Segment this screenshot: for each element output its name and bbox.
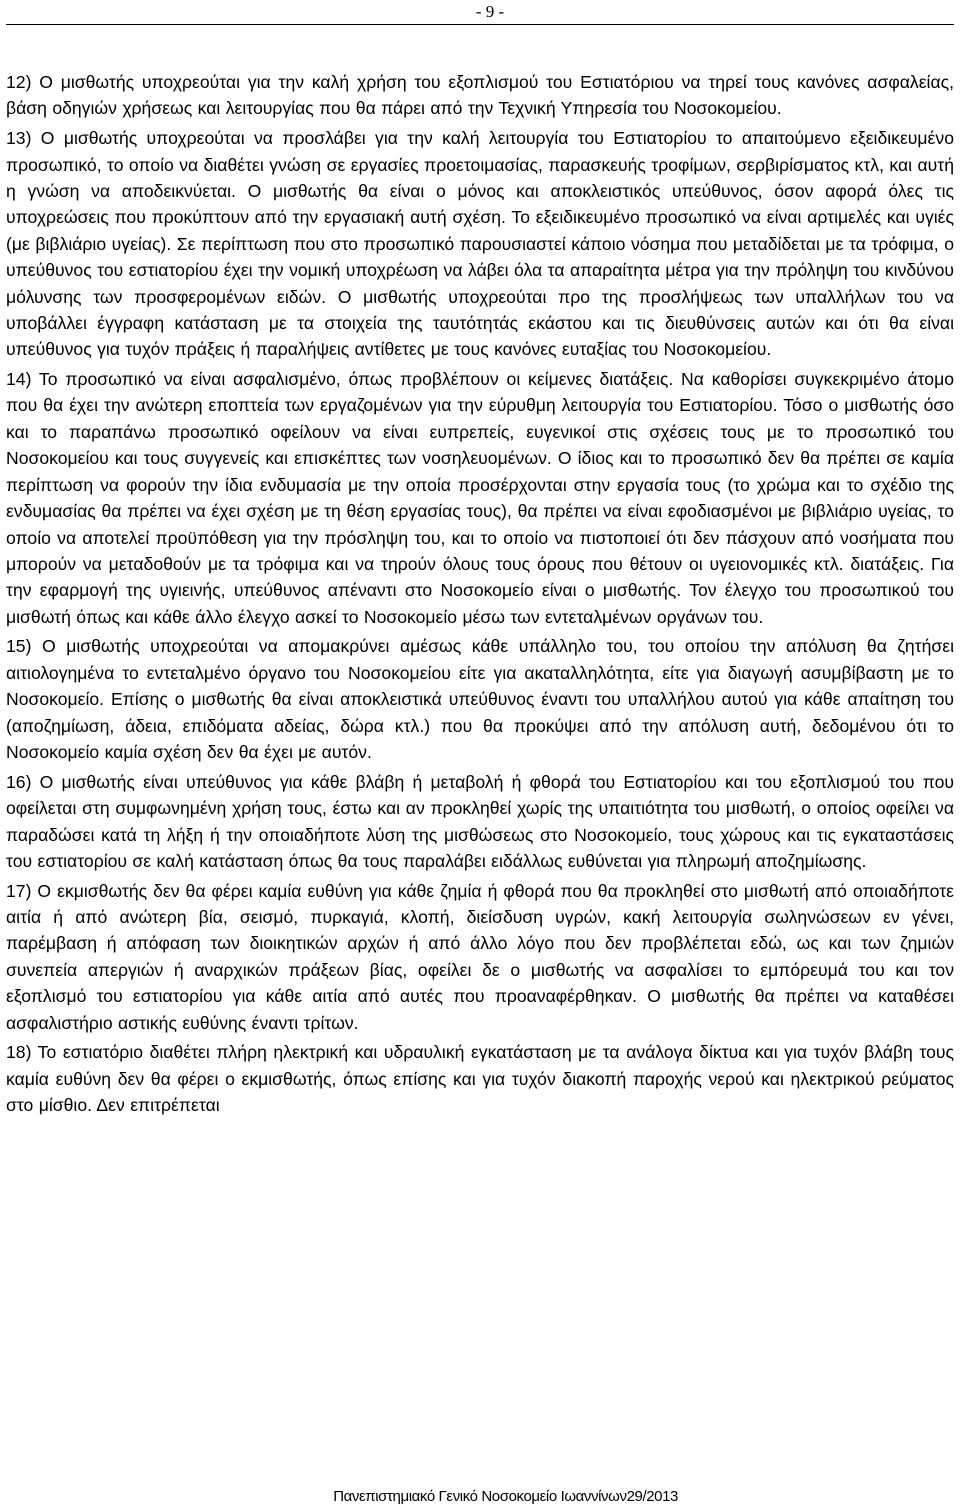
page-number-text: - 9 - <box>475 2 505 21</box>
clause-12: 12) Ο μισθωτής υποχρεούται για την καλή χρήση του εξοπλισμού του Εστιατόριου να τηρεί τους κανόνες ασφαλείας, βάση οδηγιών χρήσεως και λειτουργίας που θα πάρει από την Τεχνική Υπηρεσία του Νοσοκομείου. <box>6 72 954 119</box>
clause-16: 16) Ο μισθωτής είναι υπεύθυνος για κάθε βλάβη ή μεταβολή ή φθορά του Εστιατορίου και του εξοπλισμού του που οφείλεται στη συμφωνημένη χρήση τους, έστω και αν προκληθεί χωρίς της υπαιτιότητα του μισθωτή, ο οποίος οφείλει να παραδώσει κατά τη λήξη ή την οποιαδήποτε λύση της μισθώσεως στο Νοσοκομείο, τους χώρους και τις εγκαταστάσεις του εστιατορίου σε καλή κατάσταση όπως θα τους παραλάβει ειδάλλως ευθύνεται για πληρωμή αποζημίωσης. <box>6 771 954 871</box>
page-footer: Πανεπιστημιακό Γενικό Νοσοκομείο Ιωαννίνων29/2013 <box>333 1488 678 1505</box>
clause-14: 14) Το προσωπικό να είναι ασφαλισμένο, όπως προβλέπουν οι κείμενες διατάξεις. Να καθορίσει συγκεκριμένο άτομο που θα έχει την ανώτερη εποπτεία των εργαζομένων για την εύρυθμη λειτουργία του Εστιατορίου. Τόσο ο μισθωτής όσο και το παραπάνω προσωπικό οφείλουν να είναι ευπρεπείς, ευγενικοί στις σχέσεις τους με το προσωπικό του Νοσοκομείου και τους συγγενείς και επισκέπτες των νοσηλευομένων. Ο ίδιος και το προσωπικό δεν θα πρέπει σε καμία περίπτωση να φορούν την ίδια ενδυμασία με την οποία προσέρχονται στην εργασία τους (το χρώμα και το σχέδιο της ενδυμασίας θα πρέπει να έχει σχέση με τη θέση εργασίας τους), θα πρέπει να είναι εφοδιασμένοι με βιβλιάριο υγείας, το οποίο να αποτελεί προϋπόθεση για την πρόσληψη του, και το οποίο να πιστοποιεί ότι δεν πάσχουν από νοσήματα που μπορούν να μεταδοθούν με τα τρόφιμα και να τηρούν όλους τους όρους που θέτουν οι υγειονομικές κτλ. διατάξεις. Για την εφαρμογή της υγιεινής, υπεύθυνος απέναντι στο Νοσοκομείο είναι ο μισθωτής. Τον έλεγχο του προσωπικού του μισθωτή όπως και κάθε άλλο έλεγχο ασκεί το Νοσοκομείο μέσω των εντεταλμένων οργάνων του. <box>6 369 954 627</box>
clause-15: 15) Ο μισθωτής υποχρεούται να απομακρύνει αμέσως κάθε υπάλληλο του, του οποίου την απόλυση θα ζητήσει αιτιολογημένα το εντεταλμένο όργανο του Νοσοκομείου είτε για ακαταλληλότητα, είτε για διαγωγή ασυμβίβαστη με το Νοσοκομείο. Επίσης ο μισθωτής θα είναι αποκλειστικά υπεύθυνος έναντι του υπαλλήλου αυτού για κάθε απαίτηση του (αποζημίωση, άδεια, επιδόματα αδείας, δώρα κτλ.) που θα προκύψει από την απόλυση αυτή, δεδομένου ότι το Νοσοκομείο καμία σχέση δεν θα έχει με αυτόν. <box>6 636 954 763</box>
page-number <box>0 0 960 24</box>
clause-18: 18) Το εστιατόριο διαθέτει πλήρη ηλεκτρική και υδραυλική εγκατάσταση με τα ανάλογα δίκτυα και για τυχόν βλάβη τους καμία ευθύνη δεν θα φέρει ο εκμισθωτής, όπως επίσης και για τυχόν διακοπή παροχής νερού και ηλεκτρικού ρεύματος στο μίσθιο. Δεν επιτρέπεται <box>6 1042 954 1116</box>
document-body <box>6 69 954 1122</box>
clause-17: 17) Ο εκμισθωτής δεν θα φέρει καμία ευθύνη για κάθε ζημία ή φθορά που θα προκληθεί στο μισθωτή από οποιαδήποτε αιτία ή από ανώτερη βία, σεισμό, πυρκαγιά, κλοπή, διείσδυση υγρών, κακή λειτουργία σωληνώσεων εν γένει, παρέμβαση ή απόφαση των διοικητικών αρχών ή από άλλο λόγο που δεν προβλέπεται εδώ, ως και των ζημιών συνεπεία απεργιών ή αναρχικών πράξεων βίας, οφείλει δε ο μισθωτής να ασφαλίσει το εμπόρευμά του και τον εξοπλισμό του εστιατορίου για κάθε αιτία από αυτές που προαναφέρθηκαν. Ο μισθωτής θα πρέπει να καταθέσει ασφαλιστήριο αστικής ευθύνης έναντι τρίτων. <box>6 880 954 1033</box>
clause-13: 13) Ο μισθωτής υποχρεούται να προσλάβει για την καλή λειτουργία του Εστιατορίου το απαιτούμενο εξειδικευμένο προσωπικό, το οποίο να διαθέτει γνώση σε εργασίες προετοιμασίας, παρασκευής τροφίμων, σερβιρίσματος κτλ, και αυτή η γνώση να αποδεικνύεται. Ο μισθωτής θα είναι ο μόνος και αποκλειστικός υπεύθυνος, όσον αφορά όλες τις υποχρεώσεις που προκύπτουν από την εργασιακή αυτή σχέση. Το εξειδικευμένο προσωπικό να είναι αρτιμελές και υγιές (με βιβλιάριο υγείας). Σε περίπτωση που στο προσωπικό παρουσιαστεί κάποιο νόσημα που μεταδίδεται με τα τρόφιμα, ο υπεύθυνος του εστιατορίου έχει την νομική υποχρέωση να λάβει όλα τα απαραίτητα μέτρα για την πρόληψη του κινδύνου μόλυνσης των προσφερομένων ειδών. Ο μισθωτής υποχρεούται προ της προσλήψεως των υπαλλήλων του να υποβάλλει έγγραφη κατάσταση με τα στοιχεία της ταυτότητάς εκάστου και τις διευθύνσεις αυτών και ότι θα είναι υπεύθυνος για τυχόν πράξεις ή παραλήψεις αντίθετες με τους κανόνες ευταξίας του Νοσοκομείου. <box>6 128 954 360</box>
header-divider <box>6 24 954 25</box>
